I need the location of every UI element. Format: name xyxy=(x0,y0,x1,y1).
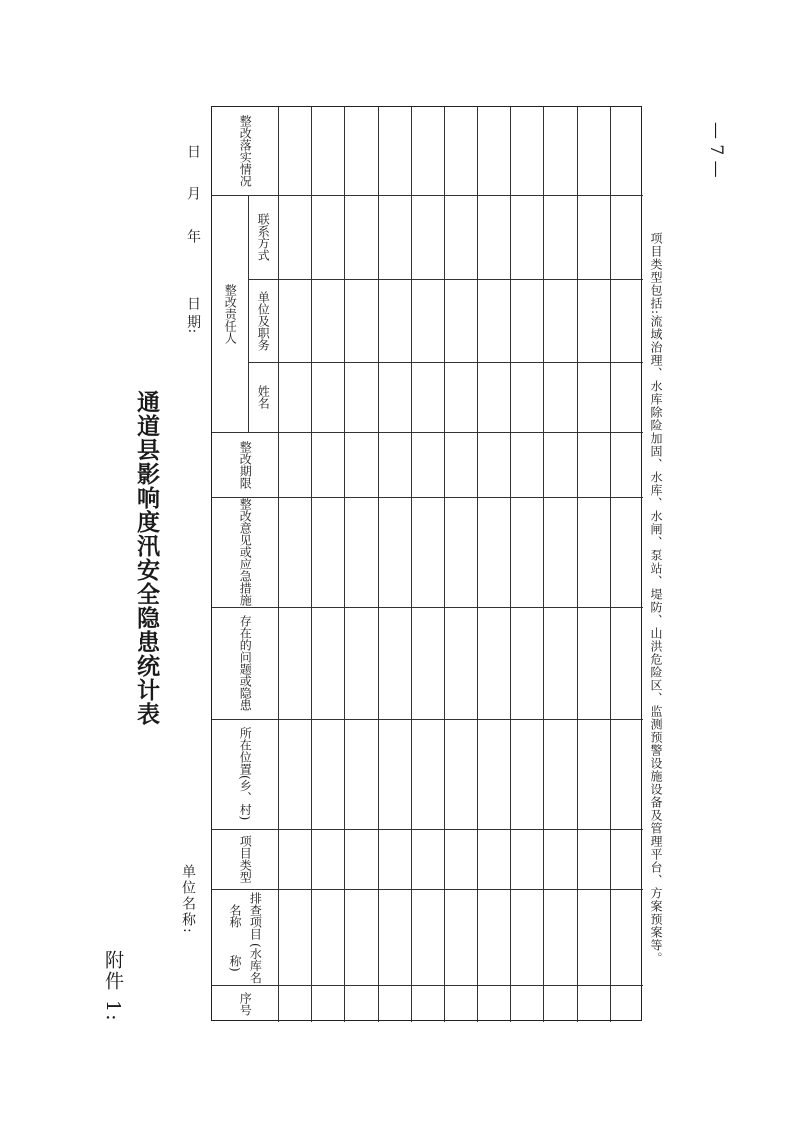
date-day-label: 日 xyxy=(185,144,201,158)
attachment-label: 附件 1: xyxy=(102,950,124,1023)
header-opinion-line1: 整改意见或 xyxy=(238,498,253,558)
column-divider-responsible-end xyxy=(212,432,643,433)
responsible-subheader-divider xyxy=(248,195,249,432)
header-problem-line2: 患 xyxy=(238,699,253,711)
column-divider xyxy=(212,719,643,720)
header-problem xyxy=(212,607,278,719)
header-opinion-line2: 应急措施 xyxy=(238,558,253,606)
row-divider xyxy=(577,107,578,1022)
header-unit-position xyxy=(248,279,278,362)
column-divider xyxy=(212,607,643,608)
column-divider-responsible-start xyxy=(212,195,643,196)
row-divider xyxy=(411,107,412,1022)
page-number: — 7 — xyxy=(706,122,726,178)
header-project-name xyxy=(212,889,278,985)
row-divider xyxy=(543,107,544,1022)
unit-name-label: 单位名称: xyxy=(180,864,196,935)
column-divider xyxy=(212,985,643,986)
header-status-line2: 情况 xyxy=(238,163,253,187)
header-deadline xyxy=(212,432,278,497)
row-divider xyxy=(444,107,445,1022)
page-title: 通道县影响度汛安全隐患统计表 xyxy=(133,390,160,726)
header-contact xyxy=(248,195,278,279)
header-project-name-line2: (水库名称) xyxy=(228,943,263,985)
column-divider xyxy=(212,497,643,498)
date-month-label: 月 xyxy=(185,186,201,200)
column-divider xyxy=(212,889,643,890)
header-location-line1: 所在位置 xyxy=(238,727,253,776)
header-name xyxy=(248,362,278,432)
header-project-type-text: 项目类型 xyxy=(238,835,253,883)
footnote: 项目类型包括:流域治理、水库除险加固、水库、水闸、泵站、堤防、山洪危险区、监测预警设施设备及管理平台、方案预案等。 xyxy=(649,232,663,966)
header-responsible xyxy=(212,195,248,432)
row-divider xyxy=(378,107,379,1022)
header-status xyxy=(212,107,278,195)
column-divider xyxy=(248,362,643,363)
row-divider xyxy=(344,107,345,1022)
header-project-type xyxy=(212,829,278,889)
header-location-line2: (乡、村) xyxy=(238,775,253,821)
date-year-label: 年 xyxy=(185,229,201,243)
header-problem-line1: 存在的问题或隐 xyxy=(238,615,253,699)
header-contact-text: 联系方式 xyxy=(256,213,271,261)
date-label: 日 期: xyxy=(185,296,201,334)
header-location xyxy=(212,719,278,829)
header-opinion xyxy=(212,497,278,607)
row-divider xyxy=(477,107,478,1022)
column-divider xyxy=(212,829,643,830)
hazard-statistics-table xyxy=(211,106,642,1021)
row-divider xyxy=(610,107,611,1022)
header-seq xyxy=(212,985,278,1022)
header-status-line1: 整改落实 xyxy=(238,115,253,163)
header-responsible-text: 整改责任人 xyxy=(223,283,238,344)
header-name-text: 姓名 xyxy=(256,385,271,409)
header-deadline-text: 整改期限 xyxy=(238,440,253,489)
row-divider xyxy=(311,107,312,1022)
row-divider xyxy=(510,107,511,1022)
column-divider xyxy=(248,279,643,280)
header-seq-text: 序号 xyxy=(238,991,253,1016)
header-body-divider xyxy=(278,107,279,1022)
header-project-name-line1: 排查项目名称 xyxy=(228,891,263,940)
header-unit-position-text: 单位及职务 xyxy=(256,290,271,351)
